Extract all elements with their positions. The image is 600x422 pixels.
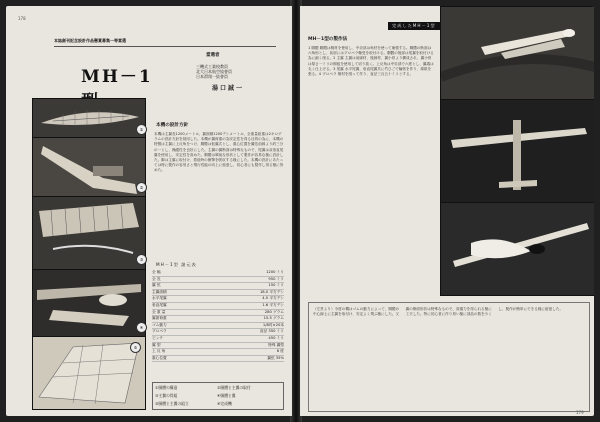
spec-table [152,270,284,362]
spec-row [152,349,284,356]
legend-item: ②胴體と主翼の取付 [217,385,251,390]
photo-fuselage [32,98,146,138]
spec-key: 重心位置 [152,355,167,360]
spec-value: 15.5 グラム [263,316,284,321]
legend-item: ⑥完成機 [217,401,232,406]
construction-text: 1 胴體 胴體は桐材を使用し、中央部は角材を使って補強する。胴體の断面は六角形とし、前部にはプロペラ軸受を取付ける。胴體の後部は尾翼を取付ける為に細く削る。2 主翼 主翼は前縁材、後縁材、翼小骨より構成され、翼小骨は厚さ一ミリの桐板を使用して切り抜く。上反角は中央部で六度とし、翼端は丸く仕上げる。3 尾翼 水平尾翼、垂直尾翼共に竹ひごで輪郭を作り、薄紙を張る。4 プロペラ 桐材を削って作り、直径三百五十ミリとする。 [308,46,434,77]
spec-key: 翼 型 [152,342,161,347]
spec-value: 280 グラム [264,309,284,314]
design-policy-heading: 本機の設計方針 [156,123,189,128]
spec-value: 直径 350 ミリ [259,329,284,334]
spec-key: ピッチ [152,335,163,340]
spec-row [152,270,284,277]
continuation-box [308,302,590,412]
spec-key: ゴム動力 [152,322,167,327]
figure-number: ③ [136,254,147,265]
photo-flying-plane-1 [440,6,594,100]
spec-row [152,329,284,336]
photo-top-view [440,99,594,203]
figure-number: ④ [136,322,147,333]
spec-row [152,336,284,343]
legend-item: ③主翼の骨組 [155,393,178,398]
spec-value: 150 ミリ [268,283,284,288]
spec-row [152,296,284,303]
spec-value: 1/8吋×20本 [262,322,284,327]
photo-wing-ribs [32,196,146,270]
author-name: 湯口誠一 [212,85,245,92]
construction-heading: MH－1型の製作法 [308,37,348,42]
spec-table-title: MH－1型 諸元表 [156,262,197,267]
wing-mount-image [33,138,145,196]
spec-row [152,277,284,284]
spec-value: 6 度 [276,349,284,354]
legend-item: ⑤胴體と主翼の組立 [155,401,189,406]
spec-value: 1200 ミリ [266,270,284,274]
spec-value: 1.6 平方デシ [262,302,284,307]
article-title: MH－1 [81,67,153,87]
tousen-label: 當選者 [206,53,220,58]
spec-key: 主翼面積 [152,289,167,294]
heading-rule [54,46,276,47]
flying-plane-2-image [441,203,594,295]
spec-value: 4.5 平方デシ [262,296,284,301]
spec-key: プロペラ [152,329,167,334]
spec-value: 950 ミリ [268,276,284,281]
series-heading: 本誌創刊記念設計作品懸賞募集一等當選 [54,38,126,43]
spec-key: 翼 弦 [152,283,161,288]
spec-key: 上 反 角 [152,349,166,354]
figure-number: ⑤ [130,342,141,353]
photo-flying-plane-2 [440,202,594,296]
spec-row [152,356,284,363]
page-number-left: 178 [18,16,26,21]
wing-ribs-image [33,197,145,269]
right-page [300,6,594,416]
spec-row [152,283,284,290]
author-info [196,64,286,79]
author-info-line: 三機式工業校教員 [196,64,228,69]
spec-key: 全 重 量 [152,309,166,314]
figure-number: ① [136,124,147,135]
spec-value: 特殊 翼型 [268,342,284,347]
left-page [6,6,292,416]
design-policy-text: 本機は主翼長1200メートル、翼面積1200デシメートル、全重量総重は2キログラムの設計方針を採用した。本機が翼荷重の為安定性を得る目的の為に、本機の特徴は主翼に上反角をつけ、胴體は低翼式とし、重心位置を翼弦前縁より約三分の一とし、操縦性を良好にした。主翼の翼断面は特殊なもので、尾翼は双垂直尾翼を使用し、安定性を高めた。胴體は單純な形状として製作が容易な様に設計した。脚は主翼に取付け、着陸時の衝撃を吸収する様にした。本機の設計にあたっては特に製作の容易さと飛行性能の向上に留意し、初心者にも製作し得る様に努めた。 [154,132,284,173]
completed-photo-tag: 完成したMH－1型 [388,22,440,30]
spec-key: 垂直尾翼 [152,302,167,307]
continuation-text: （左頁より）今度の機はゴムの動力によって、胴體の中心線上に主翼を取付け、安定よく飛ぶ様にした。又翼の断面形状は特殊なもので、高揚力を得られる様に工夫した。特に初心者に作り易い様に部品の数を少くし、製作が簡単にできる様に留意した。 [313,307,563,317]
spec-value: 450 ミリ [268,335,284,340]
top-view-image [441,100,594,202]
spec-value: 翼弦 35% [267,355,284,360]
spec-row [152,343,284,350]
spec-row [152,316,284,323]
spec-key: 全 長 [152,276,161,281]
photo-assembly [32,269,146,337]
figure-legend [152,382,284,410]
spec-row [152,303,284,310]
legend-item: ④胴體と翼 [217,393,236,398]
spec-value: 18.0 平方デシ [259,289,284,294]
page-number-right: 179 [576,410,584,415]
assembly-image [33,270,145,336]
spec-key: 水平尾翼 [152,296,167,301]
author-info-line: 日本滑翔一級會員 [196,74,228,79]
spec-key: 翼面荷重 [152,316,167,321]
flying-plane-image [441,7,594,99]
legend-item: ①胴體の構造 [155,385,178,390]
photo-wing-mount [32,137,146,197]
fuselage-frame-image [33,99,145,137]
author-info-line: 北大日本航空協會員 [196,69,232,74]
photo-completed-frame [32,336,146,410]
completed-frame-image [33,337,145,409]
spec-key: 全 幅 [152,270,161,274]
figure-number: ② [136,182,147,193]
